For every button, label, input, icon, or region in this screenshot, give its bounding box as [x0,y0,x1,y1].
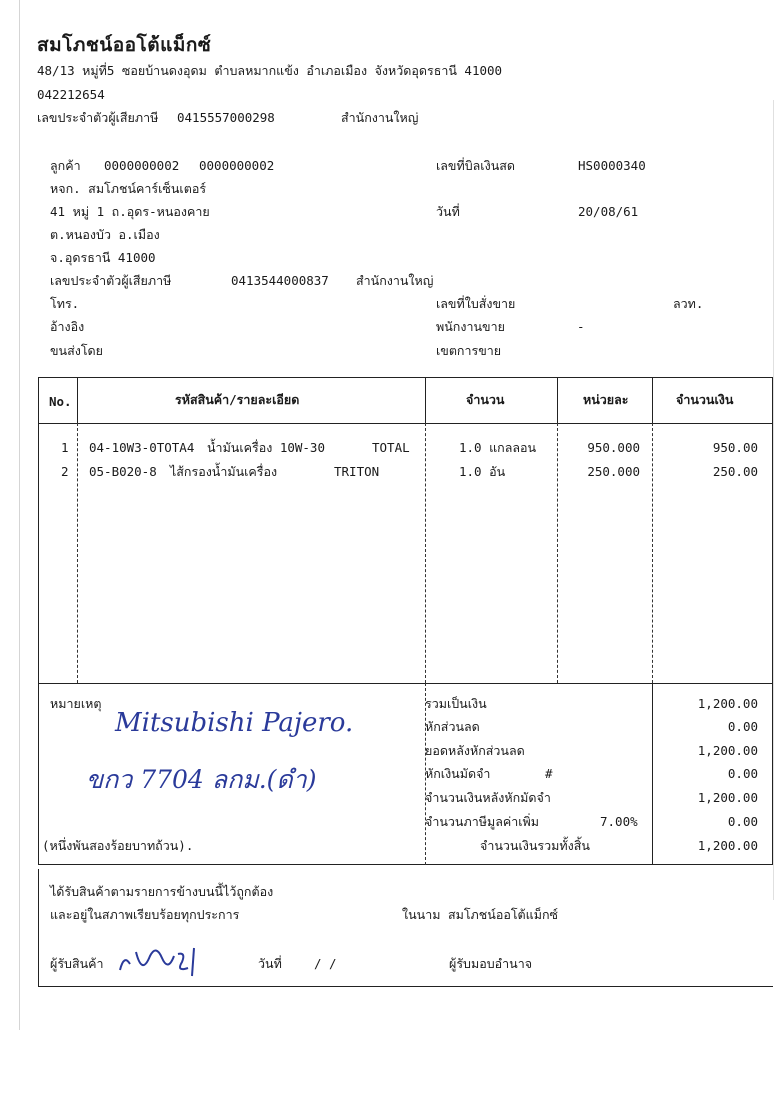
handwritten-vehicle-model: Mitsubishi Pajero. [115,708,354,738]
row-2-no: 2 [61,464,69,479]
row-1-qty: 1.0 แกลลอน [459,440,537,455]
page-left-edge [19,0,20,1030]
customer-branch: สำนักงานใหญ่ [356,273,434,288]
date-label: วันที่ [436,204,460,219]
col-header-desc: รหัสสินค้า/รายละเอียด [175,392,300,407]
order-tail: ลวท. [673,296,704,311]
customer-address-2: ต.หนองบัว อ.เมือง [50,227,160,242]
row-1-brand: TOTAL [372,440,410,455]
customer-name: หจก. สมโภชน์คาร์เซ็นเตอร์ [50,181,207,196]
vat-rate: 7.00% [600,814,638,829]
company-tax-id: 0415557000298 [177,110,275,125]
customer-ref-label: อ้างอิง [50,319,85,334]
on-behalf-of: ในนาม สมโภชน์ออโต้แม็กซ์ [402,907,559,922]
order-label: เลขที่ใบสั่งขาย [436,296,516,311]
row-1-code: 04-10W3-0TOTA4 [89,440,195,455]
receipt-date-blank: / / [314,956,337,971]
company-address: 48/13 หมู่ที่5 ซอยบ้านดงอุดม ตำบลหมากแข้ง อำเภอเมือง จังหวัดอุดรธานี 41000 [37,63,503,78]
vat-value: 0.00 [727,814,758,829]
table-summary-rule [38,683,773,684]
area-label: เขตการขาย [436,343,502,358]
bill-label: เลขที่บิลเงินสด [436,158,515,173]
invoice-date: 20/08/61 [578,204,639,219]
total-label: รวมเป็นเงิน [425,696,487,711]
row-1-amount: 950.00 [712,440,758,455]
company-branch: สำนักงานใหญ่ [341,110,419,125]
after-discount-label: ยอดหลังหักส่วนลด [425,743,525,758]
received-line-1: ได้รับสินค้าตามรายการข้างบนนี้ไว้ถูกต้อง [50,884,274,899]
row-1-unit-price: 950.000 [587,440,640,455]
customer-code-1: 0000000002 [104,158,180,173]
bill-number: HS0000340 [578,158,646,173]
row-2-brand: TRITON [334,464,380,479]
received-line-2: และอยู่ในสภาพเรียบร้อยทุกประการ [50,907,240,922]
receipt-date-label: วันที่ [258,956,282,971]
vat-label: จำนวนภาษีมูลค่าเพิ่ม [425,814,539,829]
customer-address-1: 41 หมู่ 1 ถ.อุดร-หนองคาย [50,204,210,219]
discount-label: หักส่วนลด [425,719,480,734]
col-header-qty: จำนวน [466,392,505,407]
total-value: 1,200.00 [697,696,758,711]
after-deposit-label: จำนวนเงินหลังหักมัดจำ [425,790,551,805]
customer-tax-label: เลขประจำตัวผู้เสียภาษี [50,273,172,288]
receiver-signature [116,942,206,982]
customer-address-3: จ.อุดรธานี 41000 [50,250,156,265]
grand-total-label: จำนวนเงินรวมทั้งสิ้น [480,838,590,853]
col-header-no: No. [49,394,72,409]
after-discount-value: 1,200.00 [697,743,758,758]
discount-value: 0.00 [727,719,758,734]
deposit-value: 0.00 [727,766,758,781]
deposit-mark: # [545,766,553,781]
row-2-qty: 1.0 อัน [459,464,506,479]
authorized-label: ผู้รับมอบอำนาจ [449,956,533,971]
sales-value: - [577,319,585,334]
company-name: สมโภชน์ออโต้แม็กซ์ [37,34,212,56]
customer-code-2: 0000000002 [199,158,275,173]
customer-tax-id: 0413544000837 [231,273,329,288]
row-2-desc: ไส้กรองน้ำมันเครื่อง [170,464,278,479]
row-1-desc: น้ำมันเครื่อง 10W-30 [207,440,325,455]
customer-label: ลูกค้า [50,158,81,173]
row-2-amount: 250.00 [712,464,758,479]
company-phone: 042212654 [37,87,105,102]
handwritten-plate-number: ขกว 7704 ลกม.(ดำ) [86,765,317,794]
sales-label: พนักงานขาย [436,319,505,334]
receiver-label: ผู้รับสินค้า [50,956,104,971]
page-right-edge [773,100,774,900]
customer-phone-label: โทร. [50,296,80,311]
col-header-amount: จำนวนเงิน [676,392,734,407]
customer-ship-label: ขนส่งโดย [50,343,103,358]
row-2-code: 05-B020-8 [89,464,157,479]
remark-label: หมายเหตุ [50,696,102,711]
amount-in-words: (หนึ่งพันสองร้อยบาทถ้วน). [42,838,194,853]
table-header-rule [38,423,773,424]
after-deposit-value: 1,200.00 [697,790,758,805]
company-tax-label: เลขประจำตัวผู้เสียภาษี [37,110,159,125]
deposit-label: หักเงินมัดจำ [425,766,491,781]
row-2-unit-price: 250.000 [587,464,640,479]
grand-total-value: 1,200.00 [697,838,758,853]
row-1-no: 1 [61,440,69,455]
col-header-unit-price: หน่วยละ [583,392,629,407]
